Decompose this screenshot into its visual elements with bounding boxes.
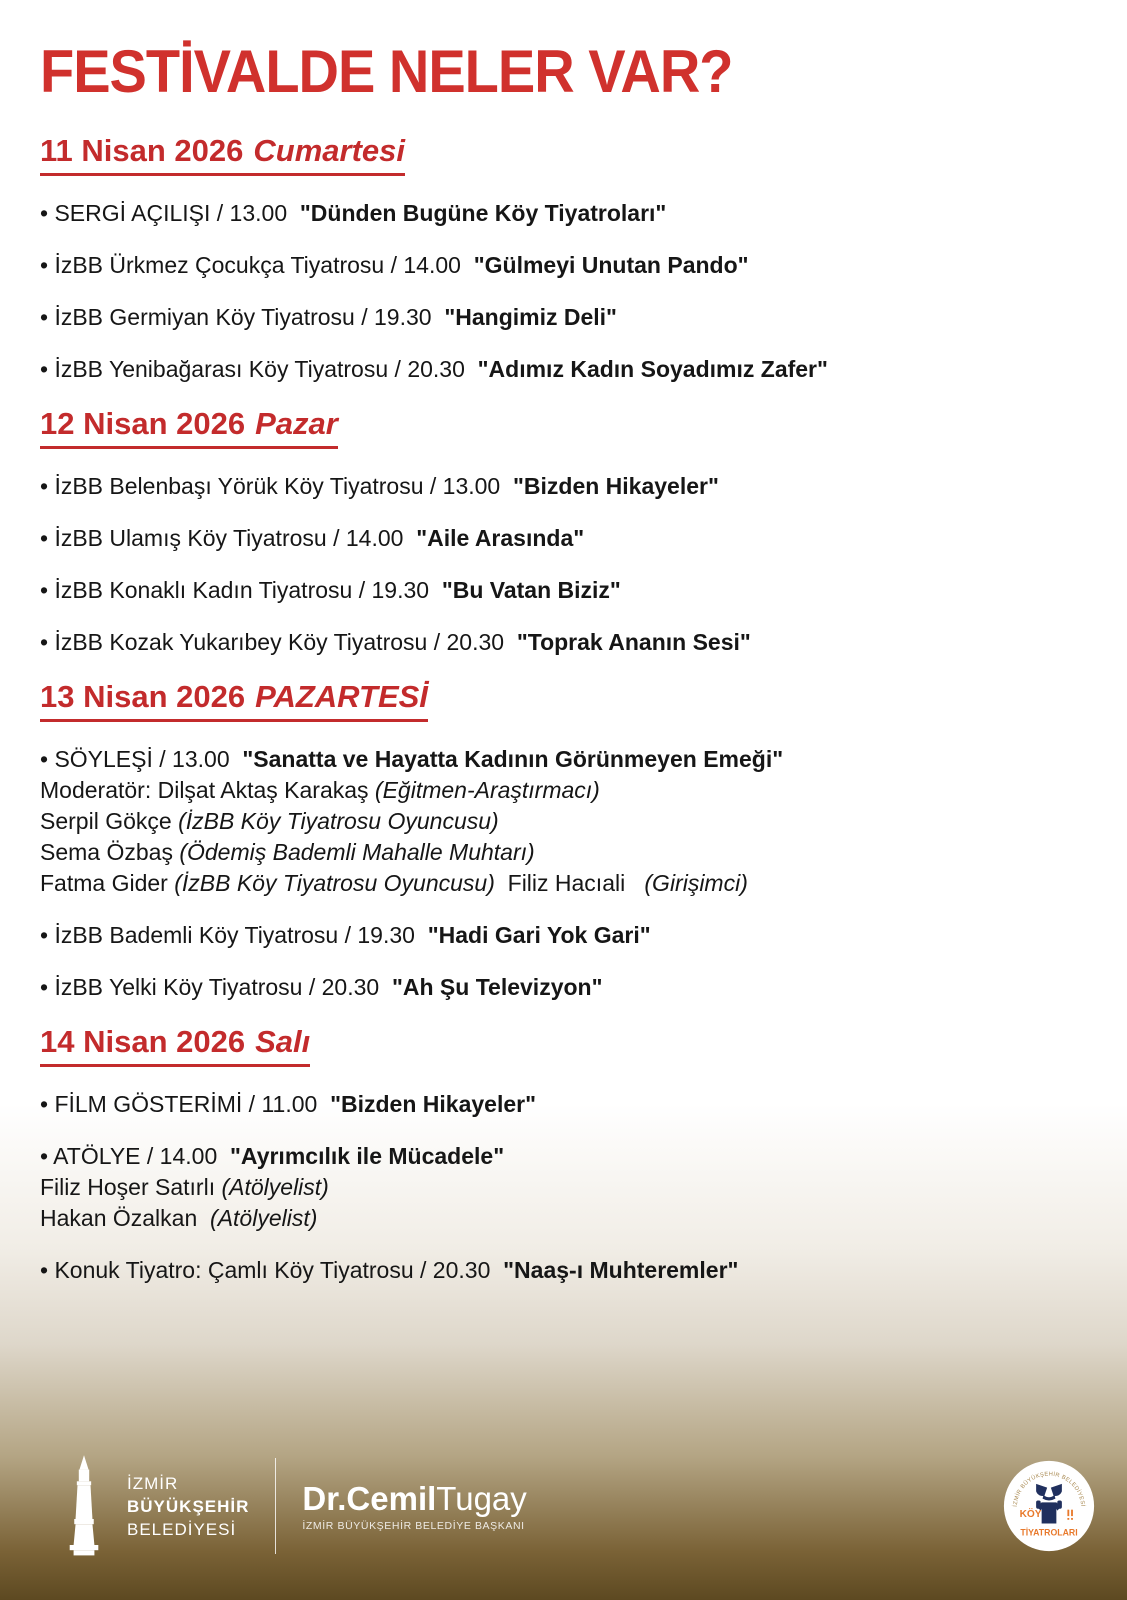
event-block: [40, 523, 1091, 554]
event-block: [40, 198, 1091, 229]
program-line: [40, 1203, 1091, 1234]
program-line-segment: • İzBB Belenbaşı Yörük Köy Tiyatrosu / 13.00: [40, 472, 513, 499]
event-block: [40, 627, 1091, 658]
day-name: PAZARTESİ: [255, 678, 428, 714]
program-line-segment: • İzBB Bademli Köy Tiyatrosu / 19.30: [40, 921, 428, 948]
day-name: Cumartesi: [253, 132, 405, 168]
program-line-segment: • Konuk Tiyatro: Çamlı Köy Tiyatrosu / 20.30: [40, 1256, 504, 1283]
izbb-municipality-logo: [55, 1454, 249, 1558]
program-line-segment: Filiz Hacıali: [494, 869, 632, 896]
event-block: [40, 250, 1091, 281]
day-heading: [40, 406, 338, 449]
program-line: [40, 1089, 1091, 1120]
day-date: 13 Nisan 2026: [40, 678, 246, 714]
mayor-name: [302, 1481, 526, 1517]
program-line-segment: • İzBB Ulamış Köy Tiyatrosu / 14.00: [40, 524, 417, 551]
program-line-segment: • İzBB Yenibağarası Köy Tiyatrosu / 20.30: [40, 355, 478, 382]
program-line-segment: "Toprak Ananın Sesi": [516, 628, 751, 655]
program-line: [40, 1141, 1091, 1172]
program-line-segment: (Ödemiş Bademli Mahalle Muhtarı): [179, 838, 535, 865]
program-line: [40, 775, 1091, 806]
program-line-segment: "Naaş-ı Muhteremler": [503, 1256, 739, 1283]
program-line-segment: • İzBB Konaklı Kadın Tiyatrosu / 19.30: [40, 576, 442, 603]
mayor-title: İZMİR BÜYÜKŞEHİR BELEDİYE BAŞKANI: [302, 1519, 525, 1532]
program-line-segment: "Hadi Gari Yok Gari": [427, 921, 651, 948]
program-line-segment: "Aile Arasında": [416, 524, 585, 551]
program-line-segment: • İzBB Ürkmez Çocukça Tiyatrosu / 14.00: [40, 251, 474, 278]
program-line-segment: Fatma Gider: [40, 869, 175, 896]
day-section: [40, 406, 1091, 658]
program-line: [40, 302, 1091, 333]
day-name: Salı: [255, 1023, 311, 1059]
footer: [0, 1430, 1127, 1600]
program-line-segment: (Eğitmen-Araştırmacı): [374, 776, 600, 803]
program-line-segment: (Atölyelist): [221, 1173, 329, 1200]
program-line-segment: • İzBB Germiyan Köy Tiyatrosu / 19.30: [40, 303, 445, 330]
izbb-line2: BÜYÜKŞEHİR: [127, 1496, 250, 1516]
day-date: 12 Nisan 2026: [40, 405, 246, 441]
mayor-signature: [302, 1481, 526, 1532]
badge-tiyatrolari-text: TİYATROLARI: [1020, 1527, 1078, 1538]
program-line: [40, 575, 1091, 606]
program-line-segment: "Dünden Bugüne Köy Tiyatroları": [299, 199, 667, 226]
program-line-segment: • FİLM GÖSTERİMİ / 11.00: [40, 1090, 331, 1117]
day-section: [40, 1024, 1091, 1286]
program-line: [40, 972, 1091, 1003]
program-line: [40, 471, 1091, 502]
day-section: [40, 133, 1091, 385]
event-block: [40, 471, 1091, 502]
program-line-segment: "Ah Şu Televizyon": [391, 973, 603, 1000]
program-line-segment: • SÖYLEŞİ / 13.00: [40, 745, 243, 772]
program-line-segment: Hakan Özalkan: [40, 1204, 211, 1231]
program-line-segment: • İzBB Yelki Köy Tiyatrosu / 20.30: [40, 973, 392, 1000]
mayor-name-bold: Dr.Cemil: [302, 1479, 437, 1517]
day-heading: [40, 133, 405, 176]
day-heading: [40, 679, 428, 722]
program-line-segment: Filiz Hoşer Satırlı: [40, 1173, 222, 1200]
program-sections: [40, 133, 1091, 1286]
program-line: [40, 920, 1091, 951]
clock-tower-icon: [55, 1454, 113, 1558]
day-date: 14 Nisan 2026: [40, 1023, 246, 1059]
day-section: [40, 679, 1091, 1003]
program-line-segment: (İzBB Köy Tiyatrosu Oyuncusu): [174, 869, 495, 896]
program-line-segment: (Girişimci): [631, 869, 748, 896]
program-line-segment: "Bu Vatan Biziz": [441, 576, 621, 603]
program-line: [40, 523, 1091, 554]
badge-arc-text: İZMİR BÜYÜKŞEHİR BELEDİYESİ: [1012, 1471, 1086, 1507]
event-block: [40, 1089, 1091, 1120]
program-line-segment: "Bizden Hikayeler": [513, 472, 719, 499]
izbb-line1: İZMİR: [127, 1473, 179, 1493]
program-line: [40, 744, 1091, 775]
day-heading: [40, 1024, 310, 1067]
program-line-segment: "Bizden Hikayeler": [330, 1090, 536, 1117]
program-line-segment: • SERGİ AÇILIŞI / 13.00: [40, 199, 300, 226]
program-line: [40, 627, 1091, 658]
program-line-segment: • ATÖLYE / 14.00: [40, 1142, 231, 1169]
event-block: [40, 744, 1091, 899]
event-block: [40, 354, 1091, 385]
program-line-segment: Sema Özbaş: [40, 838, 180, 865]
event-block: [40, 920, 1091, 951]
program-line: [40, 806, 1091, 837]
program-line-segment: • İzBB Kozak Yukarıbey Köy Tiyatrosu / 20.30: [40, 628, 517, 655]
event-block: [40, 302, 1091, 333]
event-block: [40, 575, 1091, 606]
program-line: [40, 1172, 1091, 1203]
program-line-segment: "Gülmeyi Unutan Pando": [473, 251, 749, 278]
event-block: [40, 1141, 1091, 1234]
program-line-segment: Serpil Gökçe: [40, 807, 179, 834]
izbb-line3: BELEDİYESİ: [127, 1519, 237, 1539]
program-line-segment: "Adımız Kadın Soyadımız Zafer": [477, 355, 828, 382]
event-block: [40, 1255, 1091, 1286]
program-line-segment: (İzBB Köy Tiyatrosu Oyuncusu): [178, 807, 499, 834]
day-date: 11 Nisan 2026: [40, 132, 244, 168]
program-line-segment: "Sanatta ve Hayatta Kadının Görünmeyen Emeği": [242, 745, 784, 772]
program-line: [40, 837, 1091, 868]
program-line: [40, 1255, 1091, 1286]
mayor-name-light: Tugay: [436, 1479, 527, 1517]
program-line: [40, 250, 1091, 281]
program-line-segment: Moderatör: Dilşat Aktaş Karakaş: [40, 776, 375, 803]
program-line: [40, 354, 1091, 385]
koy-tiyatrolari-badge: [1003, 1460, 1095, 1552]
event-block: [40, 972, 1091, 1003]
program-line: [40, 198, 1091, 229]
day-name: Pazar: [255, 405, 338, 441]
page-title: FESTİVALDE NELER VAR?: [40, 36, 733, 105]
program-line-segment: (Atölyelist): [210, 1204, 318, 1231]
izbb-municipality-name: [127, 1472, 249, 1541]
program-line: [40, 868, 1091, 899]
badge-koy-text: KÖY: [1019, 1509, 1042, 1521]
program-line-segment: "Ayrımcılık ile Mücadele": [230, 1142, 505, 1169]
footer-divider: [275, 1458, 276, 1554]
program-line-segment: "Hangimiz Deli": [444, 303, 617, 330]
